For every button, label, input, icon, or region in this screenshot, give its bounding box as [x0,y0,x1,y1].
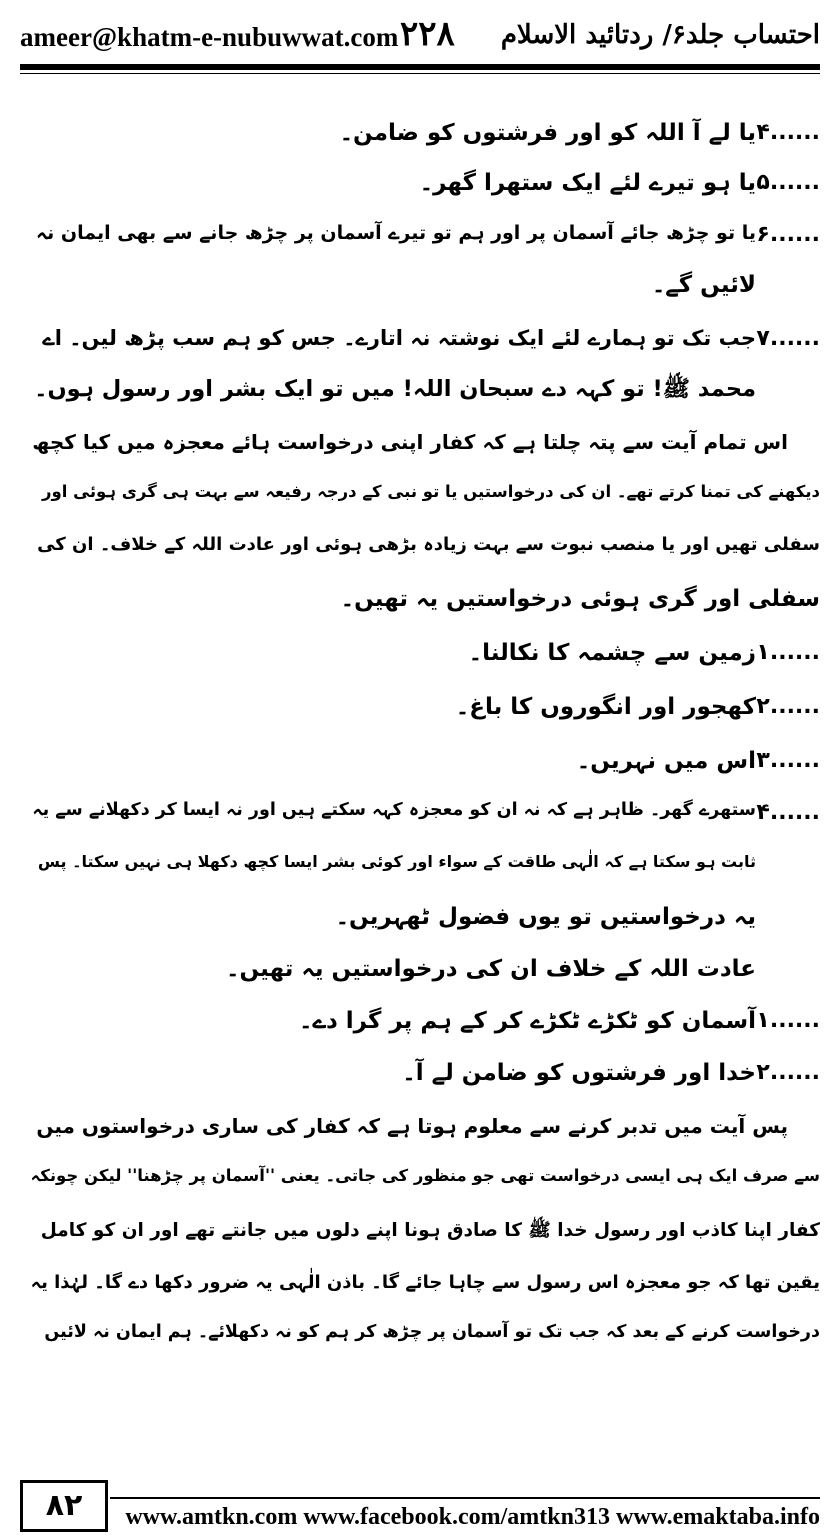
text-line: دیکھنے کی تمنا کرتے تھے۔ ان کی درخواستیں یا تو نبی کے درجہ رفیعہ سے بہت ہی گری ہوئی اور [42,482,820,501]
footer-page-number: ۸۲ [20,1480,108,1532]
text-line: جب تک تو ہمارے لئے ایک نوشتہ نہ اتارے۔ جس کو ہم سب پڑھ لیں۔ اے [42,326,756,350]
text-line: اس میں نہریں۔ [576,748,756,774]
text-line: آسمان کو ٹکڑے ٹکڑے کر کے ہم پر گرا دے۔ [299,1008,756,1034]
text-line: سے صرف ایک ہی ایسی درخواست تھی جو منظور کی جاتی۔ یعنی ''آسمان پر چڑھنا'' لیکن چونکہ [30,1166,820,1185]
text-line: سفلی اور گری ہوئی درخواستیں یہ تھیں۔ [340,586,820,612]
item-number: ۲...... [756,1060,820,1085]
text-line: اس تمام آیت سے پتہ چلتا ہے کہ کفار اپنی درخواست ہائے معجزہ میں کیا کچھ [32,430,788,454]
text-line: یا تو چڑھ جائے آسمان پر اور ہم تو تیرے آسمان پر چڑھ جانے سے بھی ایمان نہ [36,222,756,244]
book-title: احتساب جلد۶/ ردتائید الاسلام [500,20,820,50]
email-address: ameer@khatm-e-nubuwwat.com [20,22,399,52]
text-line: عادت اللہ کے خلاف ان کی درخواستیں یہ تھیں۔ [226,956,756,982]
text-line: یا لے آ اللہ کو اور فرشتوں کو ضامن۔ [339,120,756,146]
text-line: درخواست کرنے کے بعد کہ جب تک تو آسمان پر چڑھ کر ہم کو نہ دکھلائے۔ ہم ایمان نہ لائیں [44,1322,820,1342]
item-number: ۱...... [756,1008,820,1033]
text-line: خدا اور فرشتوں کو ضامن لے آ۔ [402,1060,756,1086]
item-number: ۳...... [756,748,820,773]
text-line: کفار اپنا کاذب اور رسول خدا ﷺ کا صادق ہونا اپنے دلوں میں جانتے تھے اور ان کو کامل [40,1220,820,1241]
footer-links: www.amtkn.com www.facebook.com/amtkn313 www.emaktaba.info [125,1504,820,1530]
item-number: ۶...... [756,222,820,247]
item-number: ۴...... [756,800,820,825]
page-header [20,0,820,62]
text-line: یقین تھا کہ جو معجزہ اس رسول سے چاہا جائے گا۔ باذن الٰہی یہ ضرور دکھا دے گا۔ لہٰذا یہ [30,1272,820,1293]
text-line: پس آیت میں تدبر کرنے سے معلوم ہوتا ہے کہ کفار کی ساری درخواستوں میں [36,1114,788,1138]
item-number: ۱...... [756,640,820,665]
item-number: ۴...... [756,120,820,145]
text-line: ستھرے گھر۔ ظاہر ہے کہ نہ ان کو معجزہ کہہ سکتے ہیں اور نہ ایسا کر دکھلانے سے یہ [32,800,756,820]
text-line: لائیں گے۔ [651,272,756,298]
header-rule-thin [20,73,820,74]
text-line: ثابت ہو سکتا ہے کہ الٰہی طاقت کے سواء اور کوئی بشر ایسا کچھ دکھلا ہی نہیں سکتا۔ پس [37,852,756,871]
item-number: ۷...... [756,326,820,351]
text-line: یہ درخواستیں تو یوں فضول ٹھہریں۔ [335,904,756,930]
footer-rule [110,1497,820,1499]
page-number: ۲۲۸ [400,14,455,54]
text-line: سفلی تھیں اور یا منصب نبوت سے بہت زیادہ بڑھی ہوئی اور عادت اللہ کے خلاف۔ ان کی [37,534,820,555]
item-number: ۲...... [756,694,820,719]
item-number: ۵...... [756,170,820,195]
text-line: کھجور اور انگوروں کا باغ۔ [455,694,756,720]
text-line: زمین سے چشمہ کا نکالنا۔ [468,640,756,666]
header-rule-thick [20,64,820,70]
text-line: محمد ﷺ! تو کہہ دے سبحان اللہ! میں تو ایک بشر اور رسول ہوں۔ [34,376,756,402]
text-line: یا ہو تیرے لئے ایک ستھرا گھر۔ [419,170,756,196]
